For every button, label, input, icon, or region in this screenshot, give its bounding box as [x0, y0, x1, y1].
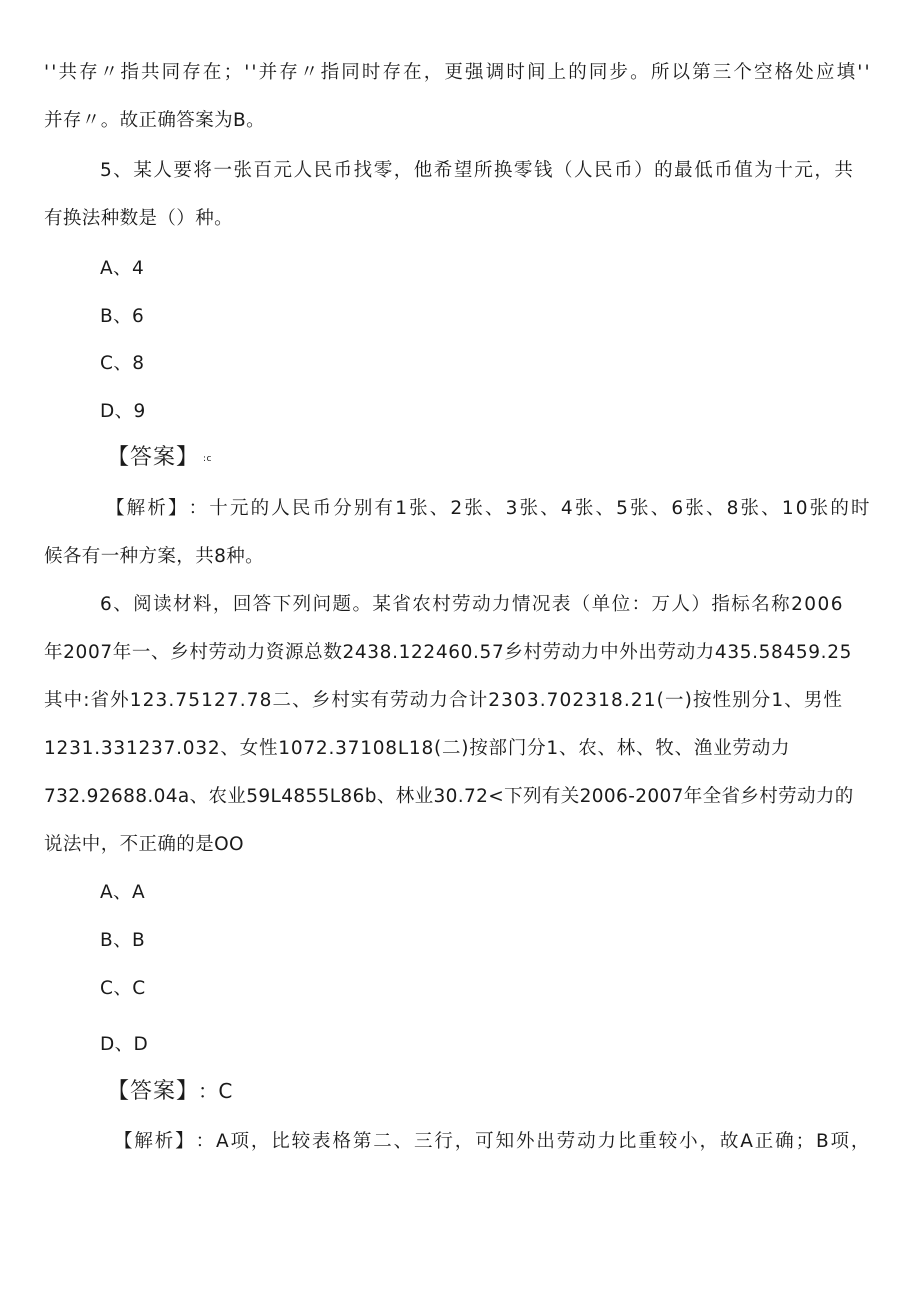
q6-option-a: A、A — [100, 882, 146, 903]
q5-explanation: 【 解 析 】 ： 十 元 的 人 民 币 分 别 有 1 张 、 2 张 、 3 张 、 4 张 、 5 张 、 6 张 、 8 张 、 1 0 张 的 时 — [106, 498, 870, 519]
paragraph-line: ' ' 共 存 〃 指 共 同 存 在 ； ' ' 并 存 〃 指 同 时 存 在 ， 更 强 调 时 间 上 的 同 步 。 所 以 第 三 个 空 格 处 应 填 ' ' — [44, 62, 870, 83]
q5-explanation-cont: 候各有一种方案，共8种。 — [44, 546, 265, 567]
q5-answer — [107, 444, 212, 473]
q6-explanation: 【 解 析 】 ： A 项 ， 比 较 表 格 第 二 、 三 行 ， 可 知 外 出 劳 动 力 比 重 较 小 ， 故 A 正 确 ； B 项 ， — [114, 1131, 870, 1152]
question-5-stem: 5 、 某 人 要 将 一 张 百 元 人 民 币 找 零 ， 他 希 望 所 换 零 钱 （ 人 民 币 ） 的 最 低 币 值 为 十 元 ， 共 — [100, 160, 853, 181]
q5-option-c: C、8 — [100, 353, 145, 374]
question-6-stem-cont: 说法中，不正确的是OO — [44, 834, 245, 855]
question-6-stem-cont: 年 2 0 0 7 年 一 、 乡 村 劳 动 力 资 源 总 数 2 4 3 8 . 1 2 2 4 6 0 . 5 7 乡 村 劳 动 力 中 外 出 劳 动 力 4 3 5 . 5 8 4 5 9 . 2 5 — [44, 642, 852, 663]
answer-value: :c — [203, 454, 212, 464]
q6-option-b: B、B — [100, 930, 146, 951]
question-5-stem-cont: 有换法种数是（）种。 — [44, 208, 234, 229]
question-6-stem-cont: 1 2 3 1 . 3 3 1 2 3 7 . 0 3 2 、 女 性 1 0 7 2 . 3 7 1 0 8 L 1 8 ( 二 ) 按 部 门 分 1 、 农 、 林 、 牧 、 渔 业 劳 动 力 — [44, 738, 790, 759]
paragraph-line: 并存〃。故正确答案为B。 — [44, 110, 265, 131]
answer-label: 【答案】 — [107, 1079, 189, 1104]
question-6-stem-cont: 其 中 : 省 外 1 2 3 . 7 5 1 2 7 . 7 8 二 、 乡 村 实 有 劳 动 力 合 计 2 3 0 3 . 7 0 2 3 1 8 . 2 1 ( 一 ) 按 性 别 分 1 、 男 性 — [44, 690, 842, 711]
question-6-stem-cont: 7 3 2 . 9 2 6 8 8 . 0 4 a 、 农 业 5 9 L 4 8 5 5 L 8 6 b 、 林 业 3 0 . 7 2 < 下 列 有 关 2 0 0 6 - 2 0 0 7 年 全 省 乡 村 劳 动 力 的 — [44, 786, 854, 807]
question-6-stem: 6 、 阅 读 材 料 ， 回 答 下 列 问 题 。 某 省 农 村 劳 动 力 情 况 表 （ 单 位 ： 万 人 ） 指 标 名 称 2 0 0 6 — [100, 594, 843, 615]
q6-option-c: C、C — [100, 978, 146, 999]
answer-value: ：C — [198, 1079, 233, 1103]
q6-option-d: D、D — [100, 1034, 149, 1055]
q6-answer — [107, 1077, 233, 1107]
q5-option-d: D、9 — [100, 401, 146, 422]
q5-option-b: B、6 — [100, 306, 145, 327]
q5-option-a: A、4 — [100, 258, 145, 279]
answer-label: 【答案】 — [107, 445, 200, 470]
